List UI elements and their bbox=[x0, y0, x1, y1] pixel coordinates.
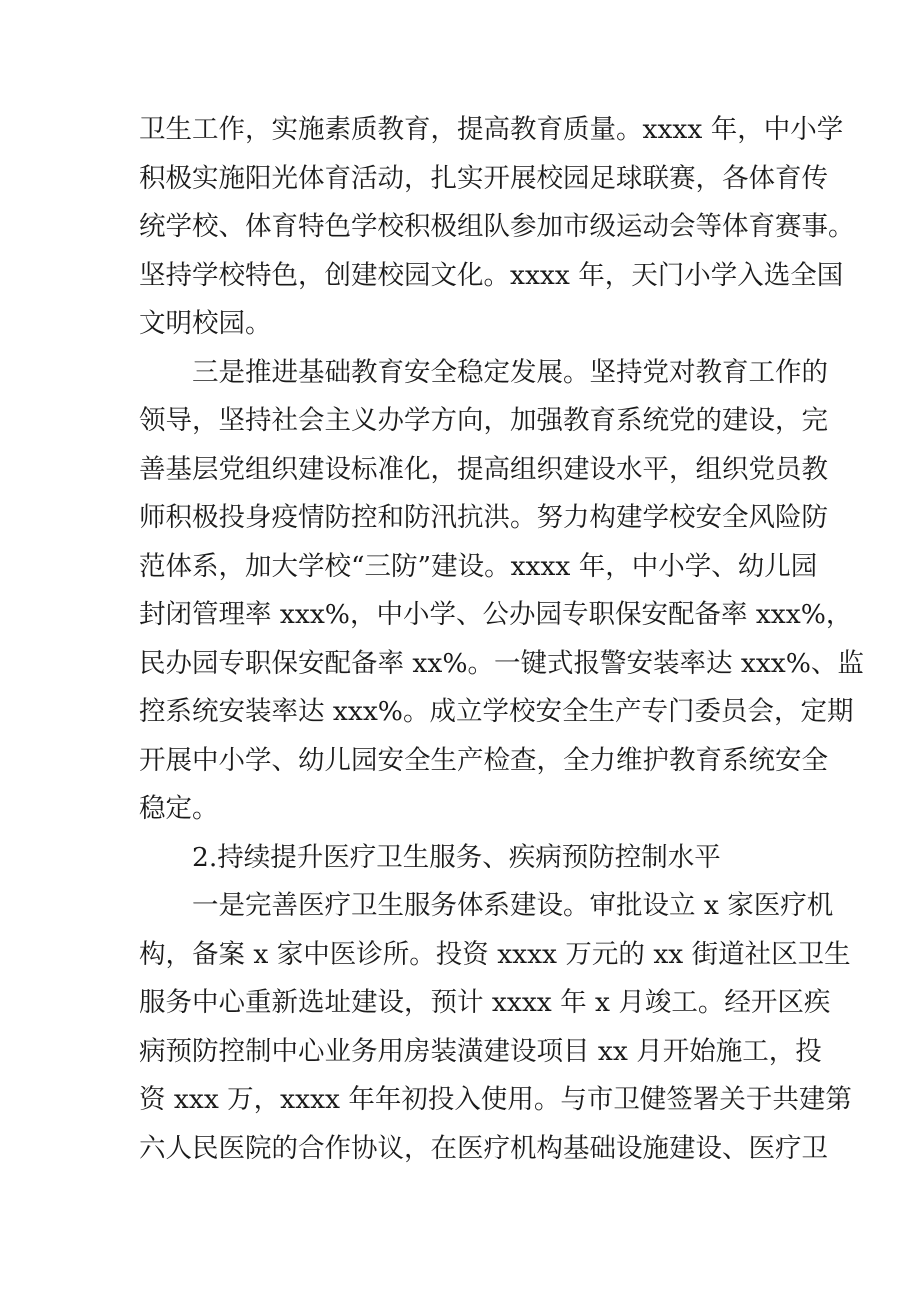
body-line: 民办园专职保安配备率 xx%。一键式报警安装率达 xxx%、监 bbox=[139, 647, 864, 679]
body-line: 稳定。 bbox=[139, 793, 219, 824]
paragraph-start-line: 三是推进基础教育安全稳定发展。坚持党对教育工作的 bbox=[192, 356, 828, 388]
body-line: 卫生工作，实施素质教育，提高教育质量。xxxx 年，中小学 bbox=[139, 114, 844, 145]
body-line: 病预防控制中心业务用房装潢建设项目 xx 月开始施工，投 bbox=[139, 1035, 822, 1067]
body-line: 六人民医院的合作协议，在医疗机构基础设施建设、医疗卫 bbox=[139, 1132, 828, 1164]
body-line: 构，备案 x 家中医诊所。投资 xxxx 万元的 xx 街道社区卫生 bbox=[139, 938, 851, 970]
body-line: 坚持学校特色，创建校园文化。xxxx 年，天门小学入选全国 bbox=[139, 259, 844, 291]
body-line: 服务中心重新选址建设，预计 xxxx 年 x 月竣工。经开区疾 bbox=[139, 987, 831, 1018]
body-line: 开展中小学、幼儿园安全生产检查，全力维护教育系统安全 bbox=[139, 744, 828, 776]
body-line: 统学校、体育特色学校积极组队参加市级运动会等体育赛事。 bbox=[139, 211, 855, 242]
paragraph-start-line: 一是完善医疗卫生服务体系建设。审批设立 x 家医疗机 bbox=[192, 890, 834, 921]
body-line: 师积极投身疫情防控和防汛抗洪。努力构建学校安全风险防 bbox=[139, 502, 828, 533]
body-line: 善基层党组织建设标准化，提高组织建设水平，组织党员教 bbox=[139, 453, 828, 485]
body-line: 积极实施阳光体育活动，扎实开展校园足球联赛，各体育传 bbox=[139, 162, 828, 194]
document-body bbox=[139, 106, 864, 1173]
body-line: 范体系，加大学校“三防”建设。xxxx 年，中小学、幼儿园 bbox=[139, 550, 818, 582]
body-line: 资 xxx 万，xxxx 年年初投入使用。与市卫健签署关于共建第 bbox=[139, 1084, 852, 1115]
body-line: 控系统安装率达 xxx%。成立学校安全生产专门委员会，定期 bbox=[139, 696, 854, 727]
body-line: 文明校园。 bbox=[139, 308, 272, 339]
section-heading: 2.持续提升医疗卫生服务、疾病预防控制水平 bbox=[192, 841, 721, 873]
body-line: 领导，坚持社会主义办学方向，加强教育系统党的建设，完 bbox=[139, 405, 828, 436]
body-line: 封闭管理率 xxx%，中小学、公办园专职保安配备率 xxx%， bbox=[139, 599, 853, 630]
